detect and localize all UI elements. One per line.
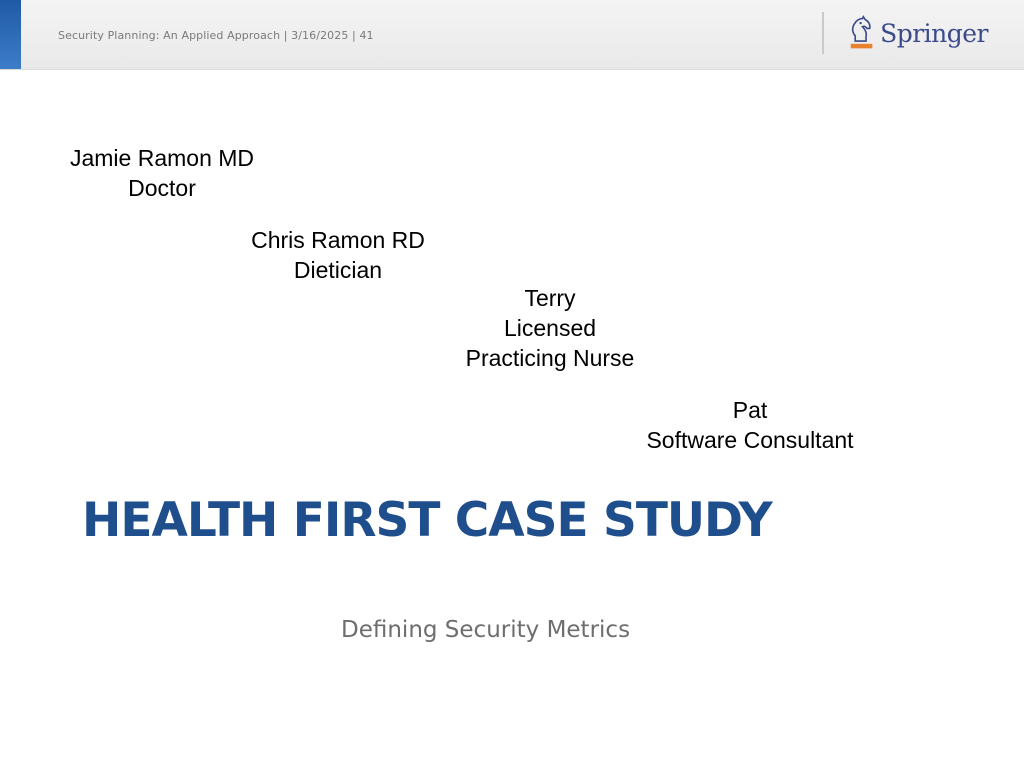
header-accent-bar (0, 0, 21, 69)
person-role: Software Consultant (646, 427, 854, 453)
person-name: Jamie Ramon MD (69, 145, 255, 171)
person-name: Pat (732, 397, 768, 423)
springer-wordmark: Springer (880, 18, 988, 48)
person-role: Doctor (128, 175, 196, 201)
person-name: Terry (524, 285, 576, 311)
person-terry (450, 283, 650, 373)
person-role: Practicing Nurse (465, 345, 635, 371)
person-name: Chris Ramon RD (251, 227, 425, 253)
springer-chess-knight-icon (848, 14, 875, 52)
person-jamie-ramon (60, 143, 264, 203)
person-chris-ramon (238, 225, 438, 285)
person-pat (630, 395, 870, 455)
slide-header (0, 0, 1024, 70)
header-divider (822, 12, 824, 54)
person-role: Licensed (503, 315, 597, 341)
slide-title: HEALTH FIRST CASE STUDY (82, 493, 772, 548)
header-footer-text: Security Planning: An Applied Approach | 3/16/2025 | 41 (58, 29, 374, 42)
slide-subtitle: Defining Security Metrics (341, 617, 631, 643)
springer-logo (848, 12, 988, 54)
person-role: Dietician (293, 257, 383, 283)
